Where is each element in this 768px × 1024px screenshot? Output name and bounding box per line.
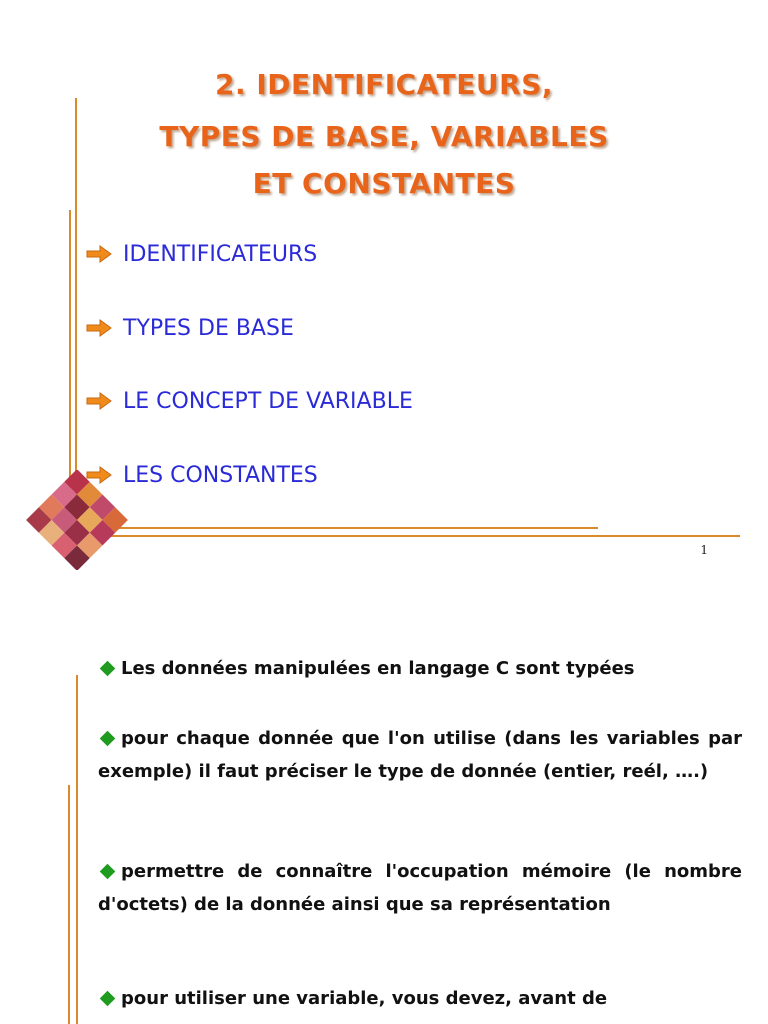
diamond-bullet-icon [100,863,116,879]
paragraph-text: pour chaque donnée que l'on utilise (dans les variables par exemple) il faut préciser le type de donnée (entier, reél, ….) [98,728,742,782]
arrow-right-icon [85,391,113,411]
paragraph [98,982,742,1015]
bullet-label: LES CONSTANTES [123,462,318,488]
paragraph [98,652,742,685]
slide-title-line-1: 2. IDENTIFICATEURS, [214,68,554,101]
bullet-item [85,239,317,269]
decorative-rule [69,210,71,500]
slide-title-line-3: ET CONSTANTES [252,167,516,200]
diamond-bullet-icon [100,660,116,676]
decorative-rule [100,527,598,529]
diamond-bullet-icon [100,990,116,1006]
arrow-right-icon [85,318,113,338]
diamond-bullet-icon [100,730,116,746]
paragraph [98,722,742,788]
bullet-item [85,460,318,490]
decorative-rule [68,785,70,1024]
slide-2 [0,590,768,1024]
paragraph [98,855,742,921]
arrow-right-icon [85,465,113,485]
decorative-rule [75,98,77,528]
paragraph-text: Les données manipulées en langage C sont typées [121,658,635,679]
slide-title-line-2: TYPES DE BASE, VARIABLES [159,120,609,153]
paragraph-text: permettre de connaître l'occupation mémoire (le nombre d'octets) de la donnée ainsi que sa représentation [98,861,742,915]
bullet-item [85,313,294,343]
paragraph-text: pour utiliser une variable, vous devez, avant de [121,988,608,1009]
decorative-rule [100,535,740,537]
bullet-label: LE CONCEPT DE VARIABLE [123,388,413,414]
bullet-item [85,386,413,416]
bullet-label: TYPES DE BASE [123,315,294,341]
bullet-label: IDENTIFICATEURS [123,241,318,267]
decorative-rule [76,675,78,1024]
arrow-right-icon [85,244,113,264]
page-number: 1 [700,543,708,557]
